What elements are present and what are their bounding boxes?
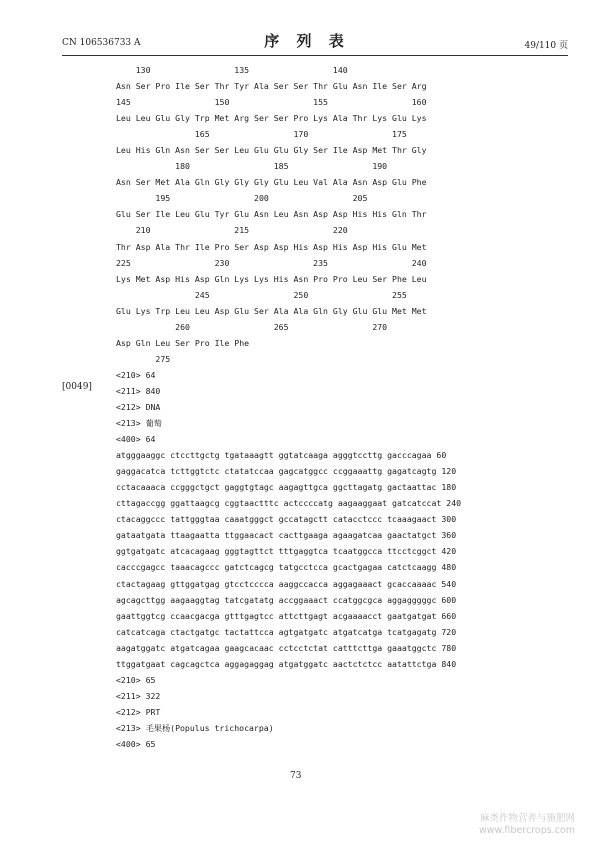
sequence-line: <210> 64 <box>116 369 156 380</box>
sequence-line: cttagaccgg ggattaagcg cggtaactttc actccccatg aagaaggaat gatcatccat 240 <box>116 498 462 509</box>
sequence-line: <210> 65 <box>116 674 156 685</box>
sequence-line: <211> 322 <box>116 690 161 701</box>
sequence-line: <212> PRT <box>116 706 161 717</box>
sequence-line: ttggatgaat cagcagctca aggagaggag atgatggatc aactctctcc aatattctga 840 <box>116 658 457 669</box>
sequence-line: cctacaaaca ccgggctgct gaggtgtagc aagagttgca ggcttagatg gactaattac 180 <box>116 482 457 493</box>
sequence-line: 165 170 175 <box>116 129 407 140</box>
sequence-line: <400> 65 <box>116 738 156 749</box>
sequence-line: 225 230 235 240 <box>116 257 427 268</box>
sequence-line: Glu Lys Trp Leu Leu Asp Glu Ser Ala Ala Gln Gly Glu Glu Met Met <box>116 305 427 316</box>
sequence-line: ctactagaag gttggatgag gtcctcccca aaggccacca aggagaaact gcaccaaaac 540 <box>116 578 457 589</box>
sequence-line: Asn Ser Pro Ile Ser Thr Tyr Ala Ser Ser Thr Glu Asn Ile Ser Arg <box>116 81 427 92</box>
sequence-line: 245 250 255 <box>116 289 407 300</box>
sequence-line: Lys Met Asp His Asp Gln Lys Lys His Asn Pro Pro Leu Ser Phe Leu <box>116 273 427 284</box>
sequence-line: agcagcttgg aagaaggtag tatcgatatg accggaaact ccatggcgca aggagggggc 600 <box>116 594 457 605</box>
sequence-line: gaggacatca tcttggtctc ctatatccaa gagcatggcc ccggaaattg gagatcagtg 120 <box>116 466 457 477</box>
header-divider <box>62 55 568 56</box>
watermark-url: www.fibercrops.com <box>478 825 575 836</box>
sequence-line: Glu Ser Ile Leu Glu Tyr Glu Asn Leu Asn Asp Asp His His Gln Thr <box>116 209 427 220</box>
sequence-line: Leu Leu Glu Gly Trp Met Arg Ser Ser Pro Lys Ala Thr Lys Glu Lys <box>116 113 427 124</box>
sequence-line: <212> DNA <box>116 401 161 412</box>
sequence-line: Asp Gln Leu Ser Pro Ile Phe <box>116 337 250 348</box>
sequence-line: 275 <box>116 353 171 364</box>
watermark <box>455 812 575 837</box>
sequence-line: atgggaaggc ctccttgctg tgataaagtt ggtatcaaga agggtccttg gacccagaa 60 <box>116 450 447 461</box>
sequence-line: 260 265 270 <box>116 321 388 332</box>
sequence-line: Leu His Gln Asn Ser Ser Leu Glu Glu Gly Ser Ile Asp Met Thr Gly <box>116 145 427 156</box>
sequence-listing <box>116 62 566 752</box>
sequence-line: ctacaggccc tattgggtaa caaatgggct gccatagctt catacctccc tcaaagaact 300 <box>116 514 457 525</box>
page-reference: 49/110 页 <box>524 41 568 51</box>
sequence-line: <213> 毛果杨(Populus trichocarpa) <box>116 722 274 733</box>
page-header <box>62 30 568 54</box>
patent-number: CN 106536733 A <box>62 38 141 48</box>
sequence-line: gataatgata ttaagaatta ttggaacact cacttgaaga agaagatcaa gaactatgct 360 <box>116 530 457 541</box>
paragraph-marker: [0049] <box>62 382 92 392</box>
sequence-line: cacccgagcc taaacagccc gatctcagcg tatgcctcca gcactgagaa catctcaagg 480 <box>116 562 457 573</box>
sequence-line: <213> 葡萄 <box>116 418 162 429</box>
sequence-line: <211> 840 <box>116 385 161 396</box>
sequence-line: 180 185 190 <box>116 161 388 172</box>
sequence-line: gaattggtcg ccaacgacga gtttgagtcc attcttgagt acgaaaacct gaatgatgat 660 <box>116 610 457 621</box>
page-number: 73 <box>290 771 302 781</box>
page-title: 序 列 表 <box>264 32 350 50</box>
sequence-line: 210 215 220 <box>116 225 348 236</box>
sequence-line: 130 135 140 <box>116 65 348 75</box>
sequence-line: <400> 64 <box>116 434 156 445</box>
sequence-line: catcatcaga ctactgatgc tactattcca agtgatgatc atgatcatga tcatgagatg 720 <box>116 626 457 637</box>
sequence-line: Thr Asp Ala Thr Ile Pro Ser Asp Asp His Asp His Asp His Glu Met <box>116 241 427 252</box>
sequence-line: Asn Ser Met Ala Gln Gly Gly Gly Glu Leu Val Ala Asn Asp Glu Phe <box>116 177 427 188</box>
sequence-line: 195 200 205 <box>116 193 368 204</box>
sequence-line: aagatggatc atgatcagaa gaagcacaac cctcctctat catttcttga gaaatggctc 780 <box>116 642 457 653</box>
sequence-line: 145 150 155 160 <box>116 97 427 108</box>
sequence-line: ggtgatgatc atcacagaag gggtagttct tttgaggtca tcaatggcca ttcctcggct 420 <box>116 546 457 557</box>
watermark-site-name: 麻类作物营养与施肥网 <box>479 813 575 824</box>
